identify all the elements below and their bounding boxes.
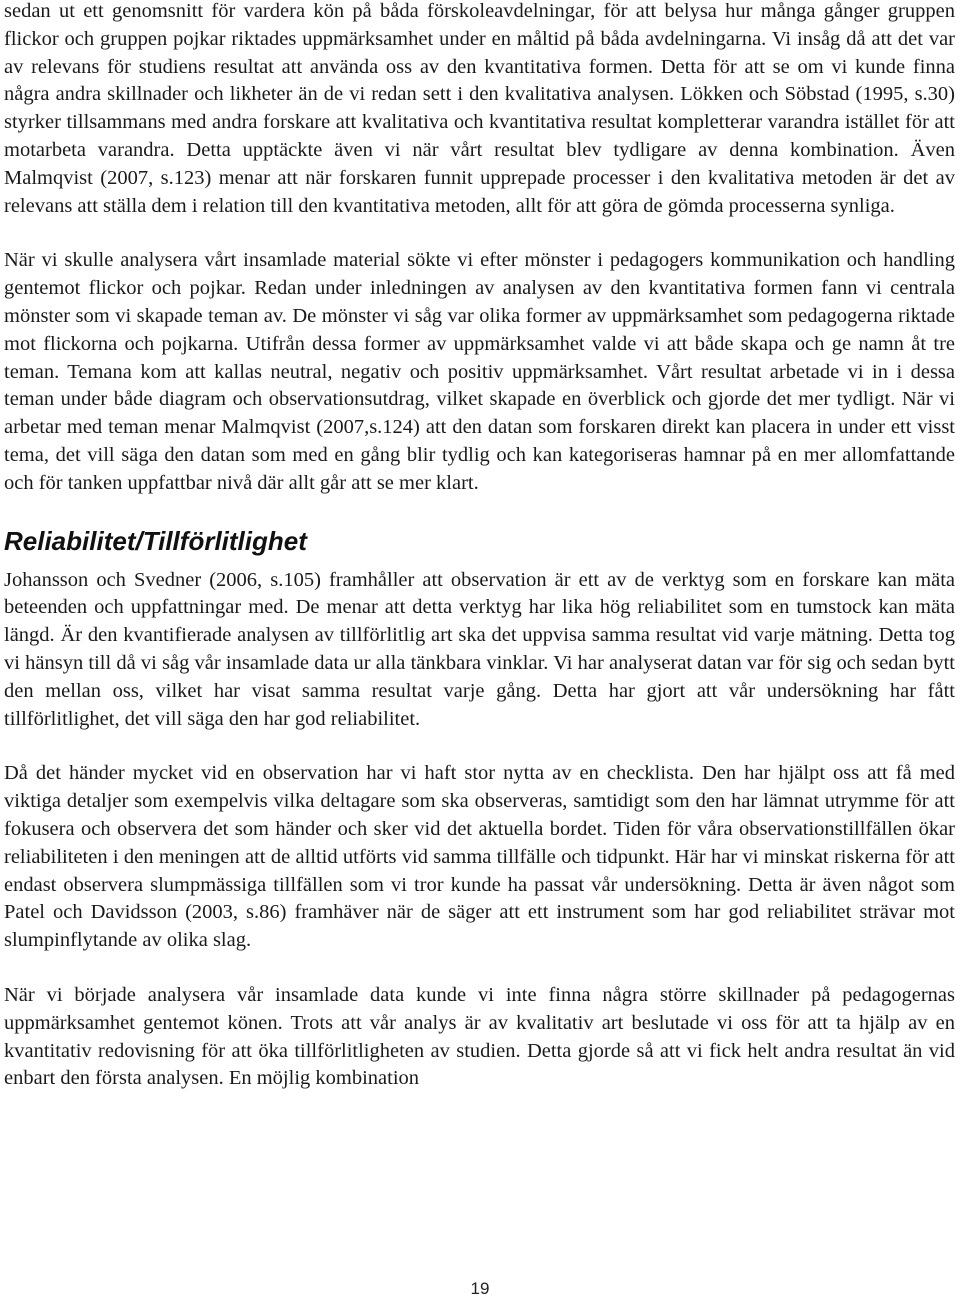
paragraph-methods-combination: sedan ut ett genomsnitt för vardera kön på båda förskoleavdelningar, för att belysa hur många gånger gruppen flickor och gruppen pojkar riktades uppmärksamhet under en måltid på båda avdelningarna. Vi insåg då att det var av relevans för studiens resultat att använda oss av den kvantitativa formen. Detta för att se om vi kunde finna några andra skillnader och likheter än de vi redan sett i den kvalitativa analysen. Lökken och Söbstad (1995, s.30) styrker tillsammans med andra forskare att kvalitativa och kvantitativa resultat kompletterar varandra istället för att motarbeta varandra. Detta upptäckte även vi när vårt resultat blev tydligare av denna kombination. Även Malmqvist (2007, s.123) menar att när forskaren funnit upprepade processer i den kvalitativa metoden är det av relevans att ställa dem i relation till den kvantitativa metoden, allt för att göra de gömda processerna synliga. <box>4 0 955 217</box>
section-heading-reliability: Reliabilitet/Tillförlitlighet <box>4 525 307 556</box>
paragraph-quantitative-report: När vi började analysera vår insamlade data kunde vi inte finna några större skillnader på pedagogernas uppmärksamhet gentemot könen. Trots att vår analys är av kvalitativ art beslutade vi oss för att ta hjälp av en kvantitativ redovisning för att öka tillförlitligheten av studien. Detta gjorde så att vi fick helt andra resultat än vid enbart den första analysen. En möjlig kombination <box>4 983 955 1090</box>
paragraph-themes-analysis: När vi skulle analysera vårt insamlade material sökte vi efter mönster i pedagogers kommunikation och handling gentemot flickor och pojkar. Redan under inledningen av analysen av den kvantitativa formen fann vi centrala mönster som vi skapade teman av. De mönster vi såg var olika former av uppmärksamhet som pedagogerna riktade mot flickorna och pojkarna. Utifrån dessa former av uppmärksamhet valde vi att både skapa och ge namn åt tre teman. Temana kom att kallas neutral, negativ och positiv uppmärksamhet. Vårt resultat arbetade vi in i dessa teman under både diagram och observationsutdrag, vilket skapade en överblick och gjorde det mer tydligt. När vi arbetar med teman menar Malmqvist (2007,s.124) att den datan som forskaren direkt kan placera in under ett visst tema, det vill säga den datan som med en gång blir tydlig och kan kategoriseras hamnar på en mer allomfattande och för tanken uppfattbar nivå där allt går att se mer klart. <box>4 249 955 494</box>
paragraph-observation-reliability: Johansson och Svedner (2006, s.105) framhåller att observation är ett av de verktyg som en forskare kan mäta beteenden och uppfattningar med. De menar att detta verktyg har lika hög reliabilitet som en tumstock kan mäta längd. Är den kvantifierade analysen av tillförlitlig art ska det uppvisa samma resultat vid varje mätning. Detta tog vi hänsyn till då vi såg vår insamlade data ur alla tänkbara vinklar. Vi har analyserat datan var för sig och sedan bytt den mellan oss, vilket har visat samma resultat varje gång. Detta har gjort att vår undersökning har fått tillförlitlighet, det vill säga den har god reliabilitet. <box>4 568 955 730</box>
paragraph-checklist: Då det händer mycket vid en observation har vi haft stor nytta av en checklista. Den har hjälpt oss att få med viktiga detaljer som exempelvis vilka deltagare som ska observeras, samtidigt som den har lämnat utrymme för att fokusera och observera det som händer och sker vid det aktuella bordet. Tiden för våra observationstillfällen ökar reliabiliteten i den meningen att de alltid utförts vid samma tillfälle och tidpunkt. Här har vi minskat riskerna för att endast observera slumpmässiga tillfällen som vi tror kunde ha passat vår undersökning. Detta är även något som Patel och Davidsson (2003, s.86) framhäver när de säger att ett instrument som har god reliabilitet strävar mot slumpinflytande av olika slag. <box>4 762 955 952</box>
page-number: 19 <box>470 1279 490 1298</box>
page-body <box>4 0 955 1120</box>
